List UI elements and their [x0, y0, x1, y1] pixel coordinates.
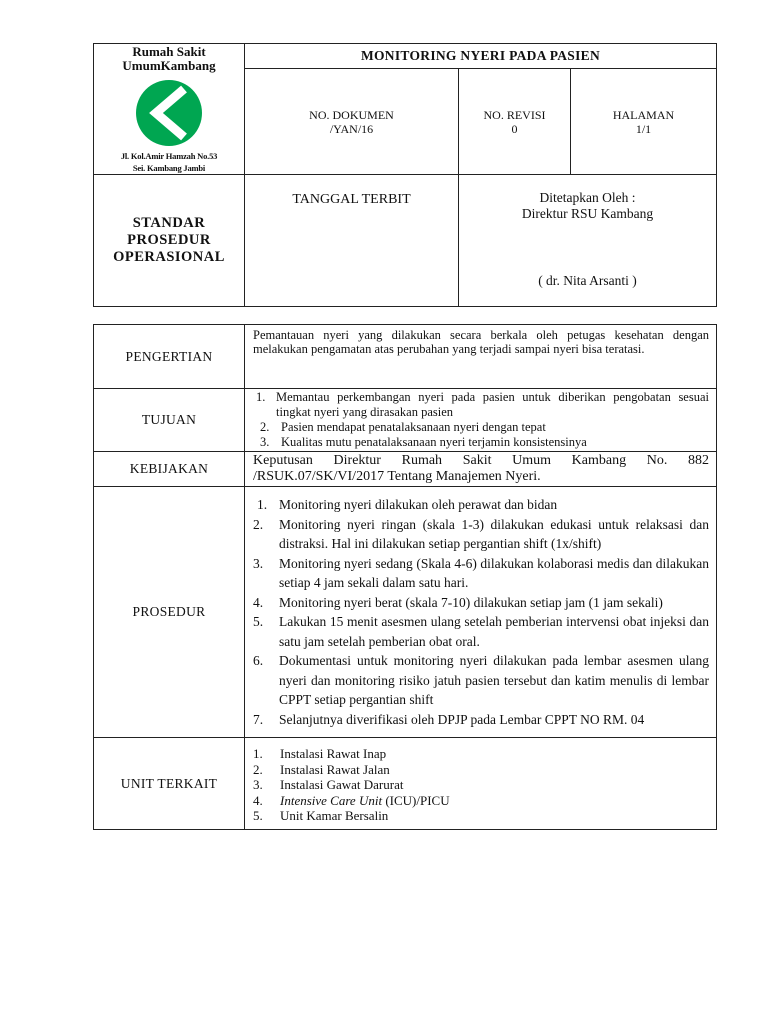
procedure-list — [253, 495, 709, 729]
list-item: 1. Monitoring nyeri dilakukan oleh perawat dan bidan — [257, 497, 558, 512]
page-label: HALAMAN — [612, 107, 675, 122]
doc-number-label: NO. DOKUMEN — [309, 107, 394, 122]
policy-row — [94, 452, 717, 487]
hospital-name-line1: Rumah Sakit — [132, 44, 206, 59]
list-item: 3. Monitoring nyeri sedang (Skala 4-6) dilakukan kolaborasi medis dan dilakukan setiap 4 jam sekali dalam satu hari. — [253, 555, 709, 590]
hospital-name-line2: UmumKambang — [122, 58, 216, 73]
sop-content-table — [93, 324, 717, 830]
policy-label: KEBIJAKAN — [94, 452, 245, 487]
list-item: 5. Lakukan 15 menit asesmen ulang setelah pemberian intervensi obat injeksi dan satu jam setelah pemberian obat oral. — [253, 614, 709, 649]
definition-text: Pemantauan nyeri yang dilakukan secara berkala oleh petugas kesehatan dengan melakukan pengamatan atas perubahan yang terjadi sampai nyeri bisa teratasi. — [245, 325, 717, 389]
issue-date-cell — [245, 175, 459, 307]
hospital-logo — [134, 78, 204, 148]
revision-value: 0 — [511, 121, 518, 136]
objective-label: TUJUAN — [94, 389, 245, 452]
sop-title-line3: OPERASIONAL — [113, 249, 225, 265]
list-item: 3. Kualitas mutu penatalaksanaan nyeri terjamin konsistensinya — [260, 435, 587, 449]
logo-circle — [136, 80, 202, 146]
issue-date-label: TANGGAL TERBIT — [292, 192, 411, 207]
definition-row — [94, 325, 717, 389]
list-item: 1. Instalasi Rawat Inap — [253, 746, 387, 761]
approver-name: ( dr. Nita Arsanti ) — [538, 273, 637, 288]
hospital-address-line1: Jl. Kol.Amir Hamzah No.53 — [120, 151, 218, 161]
approval-cell — [459, 175, 717, 307]
list-item: 3. Instalasi Gawat Darurat — [253, 777, 404, 792]
hospital-address-line2: Sei. Kambang Jambi — [132, 163, 206, 173]
page-value: 1/1 — [635, 121, 652, 136]
list-item: 6. Dokumentasi untuk monitoring nyeri dilakukan pada lembar asesmen ulang nyeri dan monitoring risiko jatuh pasien tersebut dan katim menulis di lembar CPPT setiap pergantian shift — [253, 653, 709, 707]
list-item: 5. Unit Kamar Bersalin — [253, 808, 389, 823]
related-units-row — [94, 738, 717, 830]
doc-number-cell — [245, 69, 459, 175]
list-item: 2. Instalasi Rawat Jalan — [253, 761, 390, 777]
list-item: 4. Monitoring nyeri berat (skala 7-10) dilakukan setiap jam (1 jam sekali) — [253, 594, 663, 610]
italic-unit-name: Intensive Care Unit — [280, 792, 383, 808]
document-title: MONITORING NYERI PADA PASIEN — [245, 44, 717, 69]
procedure-row — [94, 487, 717, 738]
sop-title-cell — [94, 175, 245, 307]
hospital-identity-cell — [94, 44, 245, 175]
related-units-list — [253, 746, 709, 824]
policy-text: Keputusan Direktur Rumah Sakit Umum Kambang No. 882 /RSUK.07/SK/VI/2017 Tentang Manajemen Nyeri. — [245, 452, 717, 487]
document-header-table — [93, 43, 717, 307]
objective-row — [94, 389, 717, 452]
sop-title-line1: STANDAR — [132, 215, 206, 231]
related-units-label: UNIT TERKAIT — [94, 738, 245, 830]
sop-title-line2: PROSEDUR — [127, 232, 211, 248]
revision-cell — [459, 69, 571, 175]
list-item: 7. Selanjutnya diverifikasi oleh DPJP pada Lembar CPPT NO RM. 04 — [253, 711, 645, 727]
revision-label: NO. REVISI — [483, 107, 546, 122]
definition-label: PENGERTIAN — [94, 325, 245, 389]
list-item: 1. Memantau perkembangan nyeri pada pasien untuk diberikan pengobatan sesuai tingkat nyeri yang dirasakan pasien — [256, 390, 709, 419]
procedure-label: PROSEDUR — [94, 487, 245, 738]
list-item: 4. Intensive Care Unit (ICU)/PICU — [253, 792, 450, 808]
list-item: 2. Pasien mendapat penatalaksanaan nyeri dengan tepat — [260, 420, 546, 434]
approved-by-label: Ditetapkan Oleh : — [539, 190, 636, 205]
page-cell — [571, 69, 717, 175]
list-item: 2. Monitoring nyeri ringan (skala 1-3) dilakukan edukasi untuk relaksasi dan distraksi. Hal ini dilakukan setiap pergantian shift (1x/shift) — [253, 516, 709, 551]
approved-by-title: Direktur RSU Kambang — [521, 206, 654, 221]
objective-list — [253, 390, 709, 450]
doc-number-value: /YAN/16 — [329, 121, 374, 136]
